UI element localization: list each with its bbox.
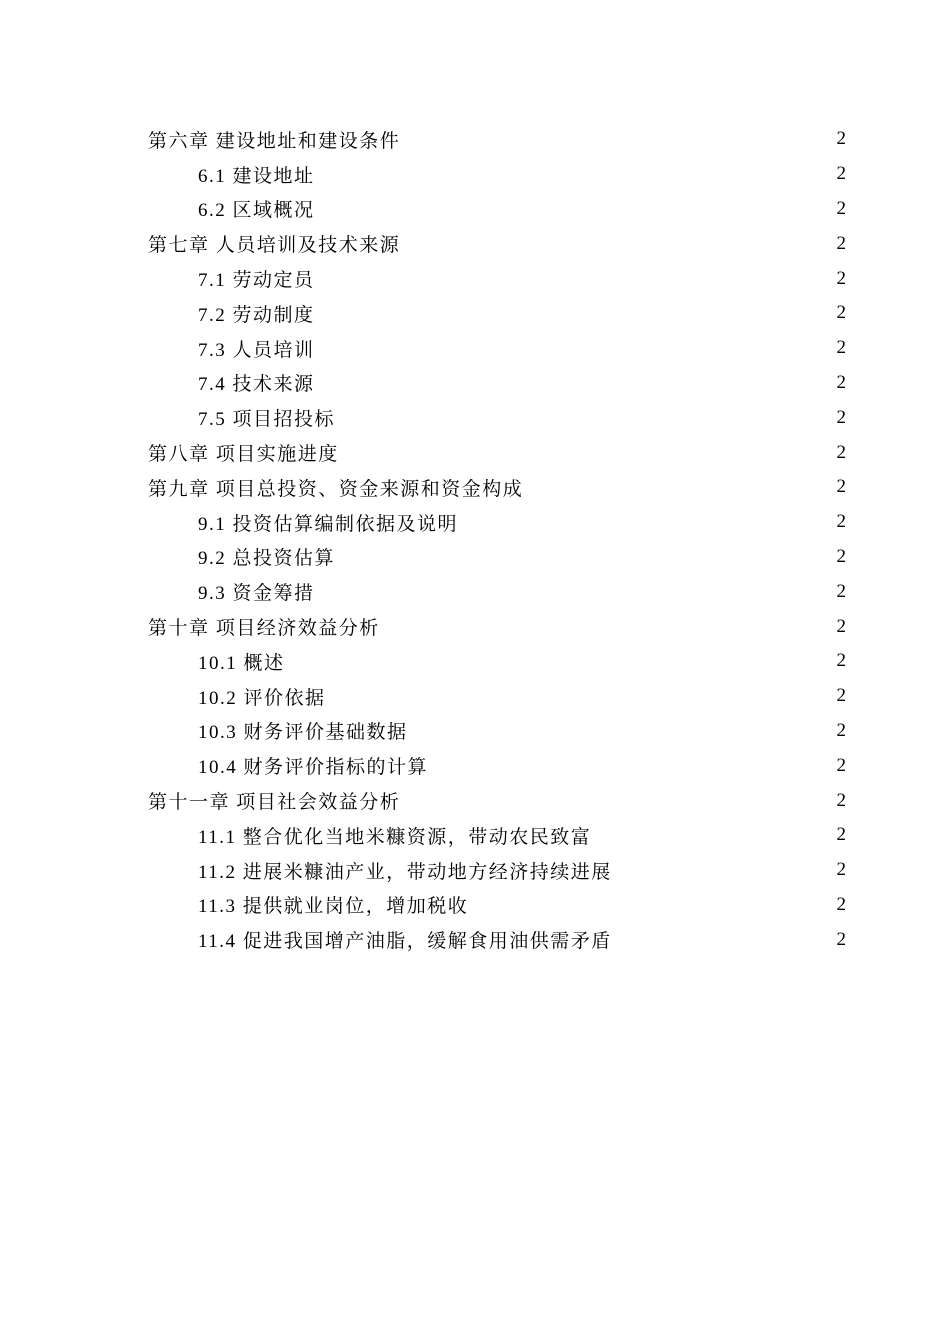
toc-entry-title: 7.2 劳动制度 bbox=[198, 300, 315, 327]
toc-chapter-entry[interactable] bbox=[0, 470, 950, 505]
toc-dot-leader bbox=[402, 129, 828, 149]
toc-entry-title: 10.1 概述 bbox=[198, 648, 285, 675]
toc-entry-title: 第六章 建设地址和建设条件 bbox=[148, 126, 400, 153]
toc-section-entry[interactable] bbox=[0, 748, 950, 783]
toc-page-number: 2 bbox=[836, 859, 846, 881]
toc-entry-title: 7.5 项目招投标 bbox=[198, 404, 335, 431]
toc-entry-title: 第十章 项目经济效益分析 bbox=[148, 613, 380, 640]
toc-section-entry[interactable] bbox=[0, 853, 950, 888]
toc-dot-leader bbox=[525, 477, 828, 497]
toc-dot-leader bbox=[382, 617, 828, 637]
table-of-contents bbox=[0, 122, 950, 957]
toc-entry-title: 6.1 建设地址 bbox=[198, 161, 315, 188]
toc-entry-title: 11.4 促进我国增产油脂，缓解食用油供需矛盾 bbox=[198, 926, 612, 953]
toc-dot-leader bbox=[317, 373, 828, 393]
toc-entry-title: 第七章 人员培训及技术来源 bbox=[148, 230, 400, 257]
toc-page-number: 2 bbox=[836, 615, 846, 637]
toc-dot-leader bbox=[317, 338, 828, 358]
toc-entry-title: 11.3 提供就业岗位，增加税收 bbox=[198, 891, 468, 918]
toc-entry-title: 第八章 项目实施进度 bbox=[148, 439, 339, 466]
toc-dot-leader bbox=[614, 860, 828, 880]
toc-page-number: 2 bbox=[836, 928, 846, 950]
toc-dot-leader bbox=[470, 895, 828, 915]
toc-dot-leader bbox=[402, 234, 828, 254]
toc-entry-title: 7.3 人员培训 bbox=[198, 335, 315, 362]
toc-chapter-entry[interactable] bbox=[0, 609, 950, 644]
toc-entry-title: 第十一章 项目社会效益分析 bbox=[148, 787, 400, 814]
toc-chapter-entry[interactable] bbox=[0, 122, 950, 157]
toc-entry-title: 6.2 区域概况 bbox=[198, 195, 315, 222]
toc-entry-title: 7.4 技术来源 bbox=[198, 369, 315, 396]
toc-entry-title: 10.3 财务评价基础数据 bbox=[198, 717, 408, 744]
toc-dot-leader bbox=[402, 791, 828, 811]
toc-dot-leader bbox=[317, 199, 828, 219]
toc-page-number: 2 bbox=[836, 650, 846, 672]
toc-entry-title: 10.2 评价依据 bbox=[198, 683, 326, 710]
toc-entry-title: 9.1 投资估算编制依据及说明 bbox=[198, 509, 458, 536]
toc-page-number: 2 bbox=[836, 128, 846, 150]
toc-entry-title: 11.1 整合优化当地米糠资源，带动农民致富 bbox=[198, 822, 591, 849]
toc-page-number: 2 bbox=[836, 511, 846, 533]
toc-dot-leader bbox=[317, 269, 828, 289]
toc-section-entry[interactable] bbox=[0, 679, 950, 714]
toc-section-entry[interactable] bbox=[0, 331, 950, 366]
toc-page-number: 2 bbox=[836, 197, 846, 219]
toc-dot-leader bbox=[317, 303, 828, 323]
toc-page-number: 2 bbox=[836, 754, 846, 776]
toc-page-number: 2 bbox=[836, 476, 846, 498]
toc-page-number: 2 bbox=[836, 371, 846, 393]
toc-chapter-entry[interactable] bbox=[0, 783, 950, 818]
toc-section-entry[interactable] bbox=[0, 574, 950, 609]
toc-section-entry[interactable] bbox=[0, 540, 950, 575]
toc-entry-title: 第九章 项目总投资、资金来源和资金构成 bbox=[148, 474, 523, 501]
toc-chapter-entry[interactable] bbox=[0, 226, 950, 261]
toc-entry-title: 9.3 资金筹措 bbox=[198, 578, 315, 605]
toc-section-entry[interactable] bbox=[0, 366, 950, 401]
toc-page-number: 2 bbox=[836, 406, 846, 428]
toc-page-number: 2 bbox=[836, 545, 846, 567]
toc-section-entry[interactable] bbox=[0, 644, 950, 679]
toc-page-number: 2 bbox=[836, 267, 846, 289]
toc-page-number: 2 bbox=[836, 789, 846, 811]
toc-dot-leader bbox=[341, 443, 828, 463]
toc-entry-title: 11.2 进展米糠油产业，带动地方经济持续进展 bbox=[198, 857, 612, 884]
toc-dot-leader bbox=[337, 547, 828, 567]
toc-dot-leader bbox=[593, 825, 828, 845]
toc-entry-title: 9.2 总投资估算 bbox=[198, 543, 335, 570]
toc-page-number: 2 bbox=[836, 232, 846, 254]
toc-dot-leader bbox=[337, 408, 828, 428]
toc-section-entry[interactable] bbox=[0, 192, 950, 227]
toc-page-number: 2 bbox=[836, 163, 846, 185]
toc-dot-leader bbox=[410, 721, 828, 741]
toc-section-entry[interactable] bbox=[0, 296, 950, 331]
toc-section-entry[interactable] bbox=[0, 888, 950, 923]
toc-section-entry[interactable] bbox=[0, 505, 950, 540]
toc-dot-leader bbox=[317, 164, 828, 184]
toc-section-entry[interactable] bbox=[0, 157, 950, 192]
toc-dot-leader bbox=[430, 756, 828, 776]
toc-section-entry[interactable] bbox=[0, 714, 950, 749]
toc-page-number: 2 bbox=[836, 337, 846, 359]
toc-section-entry[interactable] bbox=[0, 818, 950, 853]
toc-section-entry[interactable] bbox=[0, 400, 950, 435]
toc-page-number: 2 bbox=[836, 302, 846, 324]
toc-dot-leader bbox=[287, 651, 828, 671]
toc-chapter-entry[interactable] bbox=[0, 435, 950, 470]
toc-section-entry[interactable] bbox=[0, 922, 950, 957]
toc-page-number: 2 bbox=[836, 719, 846, 741]
toc-page-number: 2 bbox=[836, 580, 846, 602]
toc-section-entry[interactable] bbox=[0, 261, 950, 296]
toc-dot-leader bbox=[460, 512, 828, 532]
toc-dot-leader bbox=[614, 930, 828, 950]
toc-page-number: 2 bbox=[836, 685, 846, 707]
toc-entry-title: 10.4 财务评价指标的计算 bbox=[198, 752, 428, 779]
toc-page-number: 2 bbox=[836, 824, 846, 846]
toc-dot-leader bbox=[328, 686, 828, 706]
toc-page-number: 2 bbox=[836, 441, 846, 463]
toc-entry-title: 7.1 劳动定员 bbox=[198, 265, 315, 292]
toc-page-number: 2 bbox=[836, 893, 846, 915]
toc-dot-leader bbox=[317, 582, 828, 602]
